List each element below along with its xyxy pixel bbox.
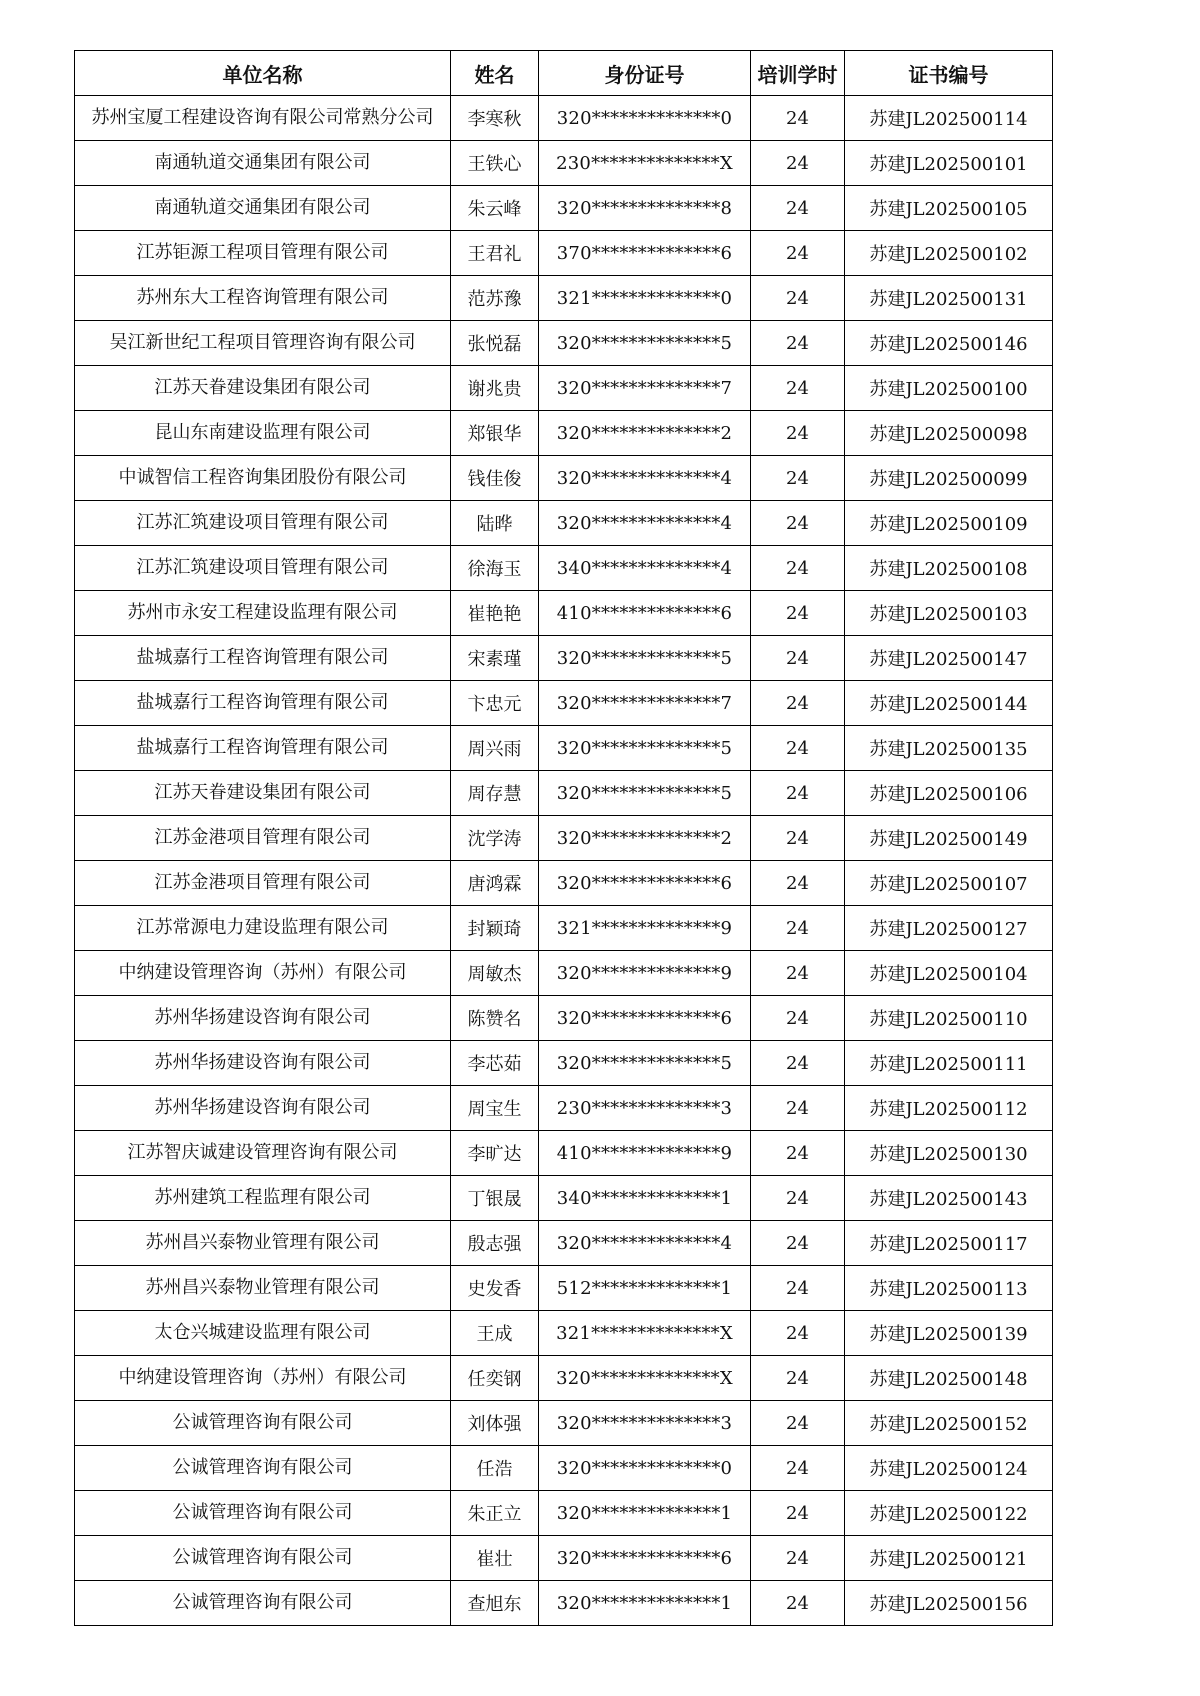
table-row <box>75 1536 1053 1581</box>
name-cell: 唐鸿霖 <box>451 861 539 906</box>
training-hours-cell: 24 <box>751 816 845 861</box>
training-hours-cell: 24 <box>751 681 845 726</box>
training-hours-cell: 24 <box>751 1536 845 1581</box>
unit-cell <box>75 231 451 276</box>
table-row <box>75 681 1053 726</box>
id-number-cell: 320**************4 <box>539 501 751 546</box>
certificate-number-cell: 苏建JL202500109 <box>845 501 1053 546</box>
table-row <box>75 231 1053 276</box>
table-row <box>75 1131 1053 1176</box>
unit-cell <box>75 501 451 546</box>
unit-cell <box>75 276 451 321</box>
unit-name-text: 苏州华扬建设咨询有限公司 <box>154 1097 371 1118</box>
id-number-cell: 320**************2 <box>539 411 751 456</box>
unit-name-text: 太仓兴城建设监理有限公司 <box>154 1322 371 1343</box>
training-hours-cell: 24 <box>751 1491 845 1536</box>
name-cell: 谢兆贵 <box>451 366 539 411</box>
training-hours-cell: 24 <box>751 186 845 231</box>
certificate-number-cell: 苏建JL202500107 <box>845 861 1053 906</box>
id-number-cell: 230**************3 <box>539 1086 751 1131</box>
unit-cell <box>75 1446 451 1491</box>
column-header-training-hours: 培训学时 <box>751 51 845 96</box>
unit-cell <box>75 186 451 231</box>
certificate-number-cell: 苏建JL202500122 <box>845 1491 1053 1536</box>
name-cell: 任浩 <box>451 1446 539 1491</box>
training-hours-cell: 24 <box>751 1446 845 1491</box>
id-number-cell: 320**************1 <box>539 1491 751 1536</box>
table-row <box>75 1221 1053 1266</box>
unit-name-text: 苏州华扬建设咨询有限公司 <box>154 1052 371 1073</box>
unit-cell <box>75 681 451 726</box>
name-cell: 李旷达 <box>451 1131 539 1176</box>
name-cell: 崔壮 <box>451 1536 539 1581</box>
unit-cell <box>75 1086 451 1131</box>
unit-name-text: 公诚管理咨询有限公司 <box>172 1502 353 1523</box>
table-row <box>75 1356 1053 1401</box>
training-hours-cell: 24 <box>751 231 845 276</box>
unit-cell <box>75 1131 451 1176</box>
id-number-cell: 230**************X <box>539 141 751 186</box>
id-number-cell: 320**************4 <box>539 1221 751 1266</box>
table-row <box>75 501 1053 546</box>
table-row <box>75 996 1053 1041</box>
name-cell: 徐海玉 <box>451 546 539 591</box>
unit-cell <box>75 1041 451 1086</box>
table-row <box>75 546 1053 591</box>
training-hours-cell: 24 <box>751 1221 845 1266</box>
table-row <box>75 726 1053 771</box>
certificate-number-cell: 苏建JL202500127 <box>845 906 1053 951</box>
id-number-cell: 320**************5 <box>539 636 751 681</box>
certificate-number-cell: 苏建JL202500117 <box>845 1221 1053 1266</box>
table-row <box>75 636 1053 681</box>
unit-cell <box>75 456 451 501</box>
unit-name-text: 公诚管理咨询有限公司 <box>172 1457 353 1478</box>
certificate-number-cell: 苏建JL202500114 <box>845 96 1053 141</box>
header-row <box>75 51 1053 96</box>
training-hours-cell: 24 <box>751 456 845 501</box>
unit-name-text: 吴江新世纪工程项目管理咨询有限公司 <box>109 332 416 353</box>
training-hours-cell: 24 <box>751 1176 845 1221</box>
certificate-number-cell: 苏建JL202500106 <box>845 771 1053 816</box>
unit-cell <box>75 726 451 771</box>
unit-cell <box>75 366 451 411</box>
id-number-cell: 320**************6 <box>539 861 751 906</box>
table-row <box>75 321 1053 366</box>
training-hours-cell: 24 <box>751 996 845 1041</box>
name-cell: 周兴雨 <box>451 726 539 771</box>
unit-cell <box>75 1491 451 1536</box>
name-cell: 张悦磊 <box>451 321 539 366</box>
training-hours-cell: 24 <box>751 771 845 816</box>
table-row <box>75 1041 1053 1086</box>
id-number-cell: 320**************1 <box>539 1581 751 1626</box>
certificate-number-cell: 苏建JL202500108 <box>845 546 1053 591</box>
unit-cell <box>75 1221 451 1266</box>
table-row <box>75 861 1053 906</box>
training-hours-cell: 24 <box>751 501 845 546</box>
unit-cell <box>75 1266 451 1311</box>
certificate-number-cell: 苏建JL202500124 <box>845 1446 1053 1491</box>
training-hours-cell: 24 <box>751 1131 845 1176</box>
unit-cell <box>75 321 451 366</box>
certificate-number-cell: 苏建JL202500139 <box>845 1311 1053 1356</box>
certificate-number-cell: 苏建JL202500099 <box>845 456 1053 501</box>
training-hours-cell: 24 <box>751 411 845 456</box>
name-cell: 王君礼 <box>451 231 539 276</box>
unit-name-text: 江苏汇筑建设项目管理有限公司 <box>136 512 389 533</box>
training-hours-cell: 24 <box>751 1356 845 1401</box>
name-cell: 周宝生 <box>451 1086 539 1131</box>
certificate-number-cell: 苏建JL202500113 <box>845 1266 1053 1311</box>
table-row <box>75 951 1053 996</box>
unit-name-text: 江苏天眷建设集团有限公司 <box>154 377 371 398</box>
name-cell: 陆晔 <box>451 501 539 546</box>
id-number-cell: 512**************1 <box>539 1266 751 1311</box>
certificate-number-cell: 苏建JL202500110 <box>845 996 1053 1041</box>
name-cell: 任奕钢 <box>451 1356 539 1401</box>
certificate-number-cell: 苏建JL202500135 <box>845 726 1053 771</box>
unit-cell <box>75 636 451 681</box>
certificate-number-cell: 苏建JL202500098 <box>845 411 1053 456</box>
name-cell: 查旭东 <box>451 1581 539 1626</box>
unit-cell <box>75 1581 451 1626</box>
table-row <box>75 141 1053 186</box>
name-cell: 范苏豫 <box>451 276 539 321</box>
id-number-cell: 320**************0 <box>539 1446 751 1491</box>
unit-name-text: 苏州宝厦工程建设咨询有限公司常熟分公司 <box>91 107 434 128</box>
unit-cell <box>75 1176 451 1221</box>
unit-cell <box>75 591 451 636</box>
unit-name-text: 江苏钜源工程项目管理有限公司 <box>136 242 389 263</box>
unit-name-text: 江苏金港项目管理有限公司 <box>154 827 371 848</box>
certificate-number-cell: 苏建JL202500143 <box>845 1176 1053 1221</box>
certificate-number-cell: 苏建JL202500121 <box>845 1536 1053 1581</box>
id-number-cell: 320**************5 <box>539 321 751 366</box>
table-row <box>75 771 1053 816</box>
training-hours-cell: 24 <box>751 1041 845 1086</box>
certificate-number-cell: 苏建JL202500112 <box>845 1086 1053 1131</box>
name-cell: 王铁心 <box>451 141 539 186</box>
training-hours-cell: 24 <box>751 1581 845 1626</box>
id-number-cell: 320**************9 <box>539 951 751 996</box>
unit-name-text: 南通轨道交通集团有限公司 <box>154 197 371 218</box>
column-header-id-number: 身份证号 <box>539 51 751 96</box>
unit-name-text: 江苏汇筑建设项目管理有限公司 <box>136 557 389 578</box>
unit-name-text: 中纳建设管理咨询（苏州）有限公司 <box>118 1367 407 1388</box>
certificate-number-cell: 苏建JL202500105 <box>845 186 1053 231</box>
id-number-cell: 320**************4 <box>539 456 751 501</box>
name-cell: 封颖琦 <box>451 906 539 951</box>
name-cell: 陈赞名 <box>451 996 539 1041</box>
unit-name-text: 公诚管理咨询有限公司 <box>172 1412 353 1433</box>
id-number-cell: 320**************6 <box>539 1536 751 1581</box>
name-cell: 周存慧 <box>451 771 539 816</box>
certificate-number-cell: 苏建JL202500130 <box>845 1131 1053 1176</box>
unit-name-text: 中纳建设管理咨询（苏州）有限公司 <box>118 962 407 983</box>
table-row <box>75 1581 1053 1626</box>
id-number-cell: 340**************1 <box>539 1176 751 1221</box>
table-row <box>75 276 1053 321</box>
unit-cell <box>75 96 451 141</box>
name-cell: 王成 <box>451 1311 539 1356</box>
unit-name-text: 苏州华扬建设咨询有限公司 <box>154 1007 371 1028</box>
unit-name-text: 盐城嘉行工程咨询管理有限公司 <box>136 692 389 713</box>
training-hours-cell: 24 <box>751 366 845 411</box>
training-hours-cell: 24 <box>751 96 845 141</box>
name-cell: 郑银华 <box>451 411 539 456</box>
id-number-cell: 320**************5 <box>539 1041 751 1086</box>
name-cell: 朱正立 <box>451 1491 539 1536</box>
id-number-cell: 370**************6 <box>539 231 751 276</box>
unit-name-text: 苏州建筑工程监理有限公司 <box>154 1187 371 1208</box>
certificate-number-cell: 苏建JL202500156 <box>845 1581 1053 1626</box>
table-row <box>75 1176 1053 1221</box>
unit-name-text: 苏州昌兴泰物业管理有限公司 <box>145 1232 380 1253</box>
id-number-cell: 320**************7 <box>539 366 751 411</box>
training-hours-cell: 24 <box>751 1266 845 1311</box>
unit-cell <box>75 1356 451 1401</box>
training-hours-cell: 24 <box>751 141 845 186</box>
id-number-cell: 320**************5 <box>539 771 751 816</box>
training-hours-cell: 24 <box>751 861 845 906</box>
unit-name-text: 江苏天眷建设集团有限公司 <box>154 782 371 803</box>
id-number-cell: 340**************4 <box>539 546 751 591</box>
unit-name-text: 盐城嘉行工程咨询管理有限公司 <box>136 737 389 758</box>
unit-cell <box>75 411 451 456</box>
name-cell: 李寒秋 <box>451 96 539 141</box>
id-number-cell: 320**************6 <box>539 996 751 1041</box>
table-row <box>75 411 1053 456</box>
id-number-cell: 320**************X <box>539 1356 751 1401</box>
table-row <box>75 1446 1053 1491</box>
certificate-number-cell: 苏建JL202500152 <box>845 1401 1053 1446</box>
column-header-name: 姓名 <box>451 51 539 96</box>
training-hours-cell: 24 <box>751 1086 845 1131</box>
unit-name-text: 苏州市永安工程建设监理有限公司 <box>127 602 398 623</box>
unit-name-text: 苏州昌兴泰物业管理有限公司 <box>145 1277 380 1298</box>
id-number-cell: 320**************0 <box>539 96 751 141</box>
name-cell: 宋素瑾 <box>451 636 539 681</box>
column-header-certificate-number: 证书编号 <box>845 51 1053 96</box>
table-row <box>75 96 1053 141</box>
certificate-number-cell: 苏建JL202500148 <box>845 1356 1053 1401</box>
unit-name-text: 南通轨道交通集团有限公司 <box>154 152 371 173</box>
unit-cell <box>75 1311 451 1356</box>
training-hours-cell: 24 <box>751 951 845 996</box>
name-cell: 沈学涛 <box>451 816 539 861</box>
name-cell: 朱云峰 <box>451 186 539 231</box>
training-hours-cell: 24 <box>751 321 845 366</box>
id-number-cell: 321**************X <box>539 1311 751 1356</box>
unit-cell <box>75 771 451 816</box>
name-cell: 刘体强 <box>451 1401 539 1446</box>
unit-name-text: 江苏常源电力建设监理有限公司 <box>136 917 389 938</box>
unit-name-text: 公诚管理咨询有限公司 <box>172 1547 353 1568</box>
name-cell: 史发香 <box>451 1266 539 1311</box>
training-hours-cell: 24 <box>751 546 845 591</box>
id-number-cell: 321**************9 <box>539 906 751 951</box>
name-cell: 崔艳艳 <box>451 591 539 636</box>
unit-name-text: 苏州东大工程咨询管理有限公司 <box>136 287 389 308</box>
unit-name-text: 公诚管理咨询有限公司 <box>172 1592 353 1613</box>
name-cell: 卞忠元 <box>451 681 539 726</box>
unit-cell <box>75 141 451 186</box>
id-number-cell: 320**************3 <box>539 1401 751 1446</box>
table-row <box>75 1401 1053 1446</box>
unit-cell <box>75 951 451 996</box>
id-number-cell: 320**************5 <box>539 726 751 771</box>
certificate-number-cell: 苏建JL202500100 <box>845 366 1053 411</box>
table-row <box>75 1086 1053 1131</box>
certificate-number-cell: 苏建JL202500149 <box>845 816 1053 861</box>
name-cell: 丁银晟 <box>451 1176 539 1221</box>
table-row <box>75 1311 1053 1356</box>
unit-name-text: 昆山东南建设监理有限公司 <box>154 422 371 443</box>
training-hours-cell: 24 <box>751 636 845 681</box>
name-cell: 周敏杰 <box>451 951 539 996</box>
certificate-number-cell: 苏建JL202500131 <box>845 276 1053 321</box>
table-row <box>75 366 1053 411</box>
certificate-number-cell: 苏建JL202500103 <box>845 591 1053 636</box>
training-hours-cell: 24 <box>751 1401 845 1446</box>
id-number-cell: 321**************0 <box>539 276 751 321</box>
training-hours-cell: 24 <box>751 726 845 771</box>
training-roster-table <box>74 50 1053 1626</box>
name-cell: 殷志强 <box>451 1221 539 1266</box>
name-cell: 钱佳俊 <box>451 456 539 501</box>
id-number-cell: 410**************6 <box>539 591 751 636</box>
id-number-cell: 320**************2 <box>539 816 751 861</box>
unit-name-text: 中诚智信工程咨询集团股份有限公司 <box>118 467 407 488</box>
training-hours-cell: 24 <box>751 591 845 636</box>
certificate-number-cell: 苏建JL202500111 <box>845 1041 1053 1086</box>
id-number-cell: 410**************9 <box>539 1131 751 1176</box>
unit-cell <box>75 906 451 951</box>
training-hours-cell: 24 <box>751 1311 845 1356</box>
certificate-number-cell: 苏建JL202500104 <box>845 951 1053 996</box>
training-hours-cell: 24 <box>751 276 845 321</box>
table-row <box>75 1491 1053 1536</box>
table-row <box>75 591 1053 636</box>
training-hours-cell: 24 <box>751 906 845 951</box>
table-row <box>75 816 1053 861</box>
unit-cell <box>75 816 451 861</box>
certificate-number-cell: 苏建JL202500101 <box>845 141 1053 186</box>
table-row <box>75 906 1053 951</box>
id-number-cell: 320**************8 <box>539 186 751 231</box>
unit-cell <box>75 546 451 591</box>
table-row <box>75 1266 1053 1311</box>
id-number-cell: 320**************7 <box>539 681 751 726</box>
unit-cell <box>75 1401 451 1446</box>
certificate-number-cell: 苏建JL202500144 <box>845 681 1053 726</box>
unit-cell <box>75 996 451 1041</box>
certificate-number-cell: 苏建JL202500146 <box>845 321 1053 366</box>
unit-cell <box>75 861 451 906</box>
unit-name-text: 江苏智庆诚建设管理咨询有限公司 <box>127 1142 398 1163</box>
certificate-number-cell: 苏建JL202500102 <box>845 231 1053 276</box>
table-row <box>75 186 1053 231</box>
certificate-number-cell: 苏建JL202500147 <box>845 636 1053 681</box>
unit-cell <box>75 1536 451 1581</box>
table-row <box>75 456 1053 501</box>
table-body <box>75 96 1053 1626</box>
name-cell: 李芯茹 <box>451 1041 539 1086</box>
unit-name-text: 盐城嘉行工程咨询管理有限公司 <box>136 647 389 668</box>
unit-name-text: 江苏金港项目管理有限公司 <box>154 872 371 893</box>
column-header-unit: 单位名称 <box>75 51 451 96</box>
